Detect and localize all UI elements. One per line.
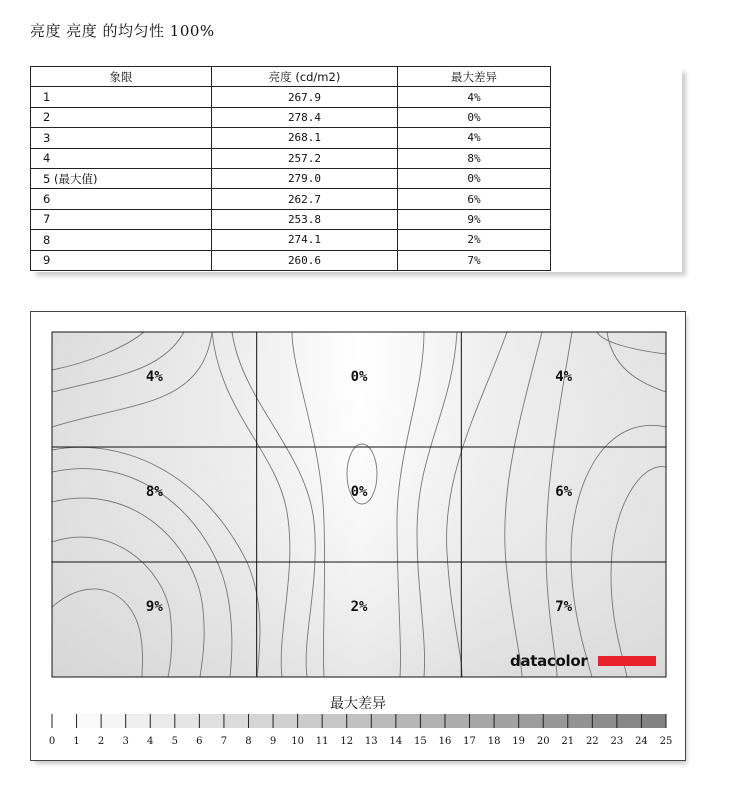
- scale-swatch: [77, 714, 102, 728]
- cell-quadrant: 5 (最大值): [31, 168, 212, 188]
- scale-tick-label: 14: [389, 736, 403, 747]
- chart-panel: [30, 311, 686, 761]
- cell-max-diff: 0%: [398, 107, 551, 127]
- cell-max-diff: 6%: [398, 189, 551, 209]
- cell-luminance: 262.7: [212, 189, 398, 209]
- cell-label: 7%: [555, 599, 573, 615]
- cell-quadrant: 2: [31, 107, 212, 127]
- scale-swatch: [52, 714, 77, 728]
- scale-swatch: [322, 714, 347, 728]
- scale-tick-label: 10: [291, 736, 304, 747]
- table-row: [31, 168, 551, 188]
- header-max-diff: 最大差异: [398, 67, 551, 87]
- scale-tick-label: 20: [536, 736, 550, 747]
- scale-tick-label: 3: [122, 736, 129, 747]
- scale-swatch: [420, 714, 445, 728]
- table-row: [31, 107, 551, 127]
- scale-tick-label: 18: [487, 736, 501, 747]
- cell-max-diff: 2%: [398, 230, 551, 250]
- scale-swatch: [175, 714, 200, 728]
- scale-swatch: [568, 714, 593, 728]
- scale-tick-label: 8: [245, 736, 252, 747]
- table-row: [31, 128, 551, 148]
- scale-tick-label: 1: [73, 736, 80, 747]
- cell-quadrant: 8: [31, 230, 212, 250]
- scale-tick-label: 15: [414, 736, 427, 747]
- cell-label: 0%: [350, 484, 368, 500]
- cell-max-diff: 8%: [398, 148, 551, 168]
- scale-swatch: [445, 714, 470, 728]
- cell-max-diff: 4%: [398, 128, 551, 148]
- scale-tick-label: 11: [315, 736, 329, 747]
- cell-luminance: 278.4: [212, 107, 398, 127]
- scale-swatch: [617, 714, 642, 728]
- scale-tick-label: 2: [97, 736, 105, 747]
- page-title: 亮度 亮度 的均匀性 100%: [30, 22, 215, 40]
- scale-swatch: [347, 714, 372, 728]
- scale-swatch: [273, 714, 298, 728]
- scale-tick-label: 21: [561, 736, 575, 747]
- cell-label: 8%: [145, 484, 163, 500]
- scale-swatch: [494, 714, 519, 728]
- cell-quadrant: 4: [31, 148, 212, 168]
- scale-swatch: [592, 714, 617, 728]
- scale-swatch: [298, 714, 323, 728]
- scale-tick-label: 19: [512, 736, 526, 747]
- cell-quadrant: 6: [31, 189, 212, 209]
- cell-max-diff: 7%: [398, 250, 551, 270]
- table-row: [31, 189, 551, 209]
- cell-max-diff: 4%: [398, 87, 551, 107]
- cell-max-diff: 0%: [398, 168, 551, 188]
- cell-label: 4%: [555, 369, 573, 385]
- cell-luminance: 274.1: [212, 230, 398, 250]
- table-row: [31, 209, 551, 229]
- scale-swatch: [543, 714, 568, 728]
- cell-quadrant: 1: [31, 87, 212, 107]
- cell-quadrant: 7: [31, 209, 212, 229]
- cell-luminance: 257.2: [212, 148, 398, 168]
- scale-swatch: [150, 714, 175, 728]
- scale-swatch: [248, 714, 273, 728]
- table-row: [31, 250, 551, 270]
- logo-text: datacolor: [510, 652, 588, 670]
- scale-swatch: [519, 714, 544, 728]
- scale-tick-label: 0: [48, 736, 56, 747]
- scale-tick-label: 12: [340, 736, 354, 747]
- scale-swatch: [371, 714, 396, 728]
- table-row: [31, 87, 551, 107]
- luminance-table: [30, 66, 551, 271]
- table-body: [31, 87, 551, 271]
- cell-label: 0%: [350, 369, 368, 385]
- cell-luminance: 267.9: [212, 87, 398, 107]
- legend-title: 最大差异: [330, 696, 386, 712]
- header-quadrant: 象限: [31, 67, 212, 87]
- scale-tick-label: 25: [659, 736, 673, 747]
- scale-swatch: [126, 714, 151, 728]
- color-scale: [49, 714, 673, 747]
- scale-tick-label: 17: [463, 736, 476, 747]
- scale-swatch: [641, 714, 666, 728]
- scale-tick-label: 16: [438, 736, 452, 747]
- scale-swatch: [396, 714, 421, 728]
- cell-luminance: 260.6: [212, 250, 398, 270]
- cell-label: 4%: [145, 369, 163, 385]
- table-row: [31, 230, 551, 250]
- table-header-row: [31, 67, 551, 87]
- scale-swatch: [224, 714, 249, 728]
- cell-luminance: 268.1: [212, 128, 398, 148]
- scale-swatch: [470, 714, 495, 728]
- scale-tick-label: 22: [585, 736, 599, 747]
- heatmap-plot: [52, 332, 666, 677]
- cell-luminance: 253.8: [212, 209, 398, 229]
- scale-tick-label: 4: [147, 736, 154, 747]
- scale-tick-label: 7: [220, 736, 228, 747]
- uniformity-chart: [31, 312, 685, 760]
- scale-tick-label: 24: [635, 736, 648, 747]
- scale-swatch: [101, 714, 126, 728]
- cell-quadrant: 3: [31, 128, 212, 148]
- scale-tick-label: 6: [196, 736, 203, 747]
- header-luminance: 亮度 (cd/m2): [212, 67, 398, 87]
- logo-red-bar: [598, 656, 656, 666]
- scale-tick-label: 13: [364, 736, 378, 747]
- scale-swatch: [199, 714, 224, 728]
- scale-tick-label: 5: [171, 736, 178, 747]
- scale-tick-label: 9: [269, 736, 277, 747]
- cell-label: 9%: [145, 599, 163, 615]
- cell-label: 6%: [555, 484, 573, 500]
- scale-tick-label: 23: [610, 736, 624, 747]
- table-row: [31, 148, 551, 168]
- cell-luminance: 279.0: [212, 168, 398, 188]
- cell-quadrant: 9: [31, 250, 212, 270]
- cell-label: 2%: [350, 599, 368, 615]
- cell-max-diff: 9%: [398, 209, 551, 229]
